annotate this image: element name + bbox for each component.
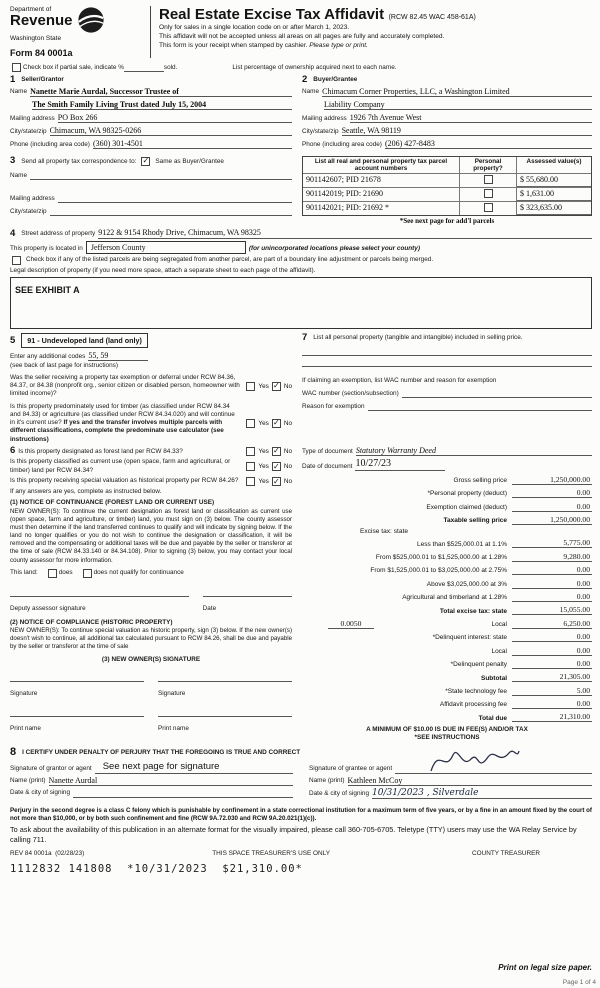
- parcel-col1-header: List all real and personal property tax parcel account numbers: [314, 158, 448, 173]
- grantee-signature-field[interactable]: [395, 760, 592, 774]
- section-1-title: Seller/Grantor: [21, 76, 64, 84]
- signature-label: Signature: [10, 689, 38, 697]
- does-not-label: does not qualify for continuance: [93, 568, 184, 576]
- same-as-buyer-checkbox[interactable]: ✓: [142, 156, 150, 166]
- section-3-intro: Send all property tax correspondence to:: [21, 157, 137, 165]
- grantee-name-print-field[interactable]: Kathleen McCoy: [348, 776, 592, 786]
- type-of-document-label: Type of document: [302, 448, 353, 455]
- grantor-name-print-field[interactable]: Nanette Aurdal: [49, 776, 293, 786]
- new-owner-signature-field-2[interactable]: [158, 668, 292, 682]
- title-rcw-ref: (RCW 82.45 WAC 458-61A): [388, 14, 476, 21]
- seller-mailing-field[interactable]: PO Box 266: [58, 113, 292, 123]
- street-address-field[interactable]: 9122 & 9154 Rhody Drive, Chimacum, WA 98325: [98, 228, 592, 238]
- grantee-signature-label: Signature of grantee or agent: [309, 765, 393, 773]
- s6-q2-no-checkbox[interactable]: ✓: [272, 461, 280, 471]
- agency-block: [10, 6, 142, 58]
- located-in-label: This property is located in: [10, 245, 83, 253]
- section-6-number: 6: [10, 445, 16, 457]
- date-of-document-field[interactable]: 10/27/23: [355, 458, 445, 471]
- seller-name-field-line2[interactable]: The Smith Family Living Trust dated July 15, 2004: [32, 100, 292, 110]
- reason-exemption-field[interactable]: [368, 401, 592, 411]
- partial-sale-sold-label: sold.: [163, 63, 178, 71]
- assessed-value-field[interactable]: $ 323,635.00: [517, 202, 591, 215]
- exemption-note: If claiming an exemption, list WAC number and reason for exemption: [302, 376, 497, 384]
- treasurer-space-label: THIS SPACE TREASURER'S USE ONLY: [212, 850, 330, 858]
- grantee-date-city-label: Date & city of signing: [309, 790, 370, 798]
- wac-number-field[interactable]: [402, 388, 592, 398]
- s5-q1-no-checkbox[interactable]: ✓: [272, 381, 280, 390]
- tax-label: *Delinquent penalty: [450, 661, 507, 669]
- delinquent-interest-local-field[interactable]: 0.00: [512, 646, 592, 656]
- section-7-number: 7: [302, 332, 308, 343]
- parcel-row-3: [303, 202, 591, 215]
- tier3-tax-field[interactable]: 0.00: [512, 565, 592, 575]
- personal-property-line-2[interactable]: [302, 356, 592, 367]
- subtotal-field[interactable]: 21,305.00: [512, 672, 592, 682]
- grantee-date-city-field[interactable]: 10/31/2023 , Silverdale: [372, 788, 592, 799]
- type-or-print-note: Please type or print.: [309, 41, 368, 49]
- tax-label: Subtotal: [481, 674, 507, 682]
- header-note-1: Only for sales in a single location code on or after March 1, 2023.: [159, 24, 350, 31]
- print-name-label: Print name: [158, 724, 189, 732]
- s6-q2-text: Is this property classified as current use (open space, farm and agricultural, or timber) land per RCW 84.34?: [10, 458, 231, 474]
- dor-logo-icon: [77, 6, 105, 34]
- seller-name-field[interactable]: Nanette Marie Aurdal, Successor Trustee of: [30, 87, 292, 97]
- date-of-document-label: Date of document: [302, 462, 353, 470]
- dept-name: Revenue: [10, 12, 73, 30]
- section-5-number: 5: [10, 334, 16, 346]
- buyer-mailing-field[interactable]: 1926 7th Avenue West: [350, 113, 592, 123]
- footer: [10, 806, 596, 986]
- buyer-name-field[interactable]: Chimacum Corner Properties, LLC, a Washington Limited: [322, 87, 592, 97]
- land-does-not-checkbox[interactable]: [83, 569, 92, 578]
- gross-selling-price-field[interactable]: 1,250,000.00: [512, 475, 592, 485]
- grantee-name-print-label: Name (print): [309, 777, 345, 785]
- header: [10, 6, 592, 58]
- s6-q3-no-checkbox[interactable]: ✓: [272, 476, 280, 486]
- s5-q2-no-checkbox[interactable]: ✓: [272, 418, 280, 428]
- legal-description-box[interactable]: [10, 277, 592, 329]
- seller-mailing-label: Mailing address: [10, 114, 55, 122]
- does-label: does: [58, 568, 73, 576]
- seller-name-label: Name: [10, 88, 28, 96]
- county-note: (for unincorporated locations please select your county): [248, 245, 420, 253]
- tax-label: Exemption claimed (deduct): [426, 503, 507, 511]
- assessed-value-field[interactable]: $ 1,631.00: [517, 188, 591, 201]
- corr-csz-label: City/state/zip: [10, 207, 47, 215]
- tax-label: Local: [491, 647, 507, 655]
- personal-property-checkbox[interactable]: [484, 203, 493, 212]
- s6-note: If any answers are yes, complete as instructed below.: [10, 488, 162, 496]
- seller-csz-label: City/state/zip: [10, 127, 47, 135]
- tier4-tax-field[interactable]: 0.00: [512, 579, 592, 589]
- assessed-value-field[interactable]: $ 55,680.00: [517, 174, 591, 187]
- section-5-land-use: [10, 333, 292, 444]
- corr-mailing-field[interactable]: [58, 193, 292, 203]
- section-4-number: 4: [10, 228, 16, 240]
- section-seller: [10, 75, 292, 152]
- land-use-code-field[interactable]: 91 - Undeveloped land (land only): [21, 333, 148, 348]
- affidavit-processing-fee-field[interactable]: 0.00: [512, 699, 592, 709]
- additional-codes-label: Enter any additional codes: [10, 352, 86, 360]
- wac-number-label: WAC number (section/subsection): [302, 389, 399, 397]
- tax-label: Above $3,025,000.00 at 3%: [426, 580, 507, 588]
- continuance-title: (1) NOTICE OF CONTINUANCE (FOREST LAND OR CURRENT USE): [10, 499, 215, 507]
- grantee-signature-scribble: [425, 743, 521, 777]
- deputy-assessor-label: Deputy assessor signature: [10, 604, 86, 612]
- tax-label: Total excise tax: state: [439, 607, 507, 615]
- form-number: Form 84 0001a: [10, 48, 73, 58]
- buyer-name-field-line2[interactable]: Liability Company: [324, 100, 592, 110]
- parcel-row-1: [303, 174, 591, 188]
- corr-mailing-label: Mailing address: [10, 194, 55, 202]
- tax-label: Agricultural and timberland at 1.28%: [402, 594, 507, 602]
- grantor-date-city-label: Date & city of signing: [10, 789, 71, 797]
- no-label: No: [283, 419, 292, 427]
- section-6-classification: 6 Is this property designated as forest land per RCW 84.33? Yes ✓ No Is this property classified as current use (open space, farm and agricultural, or timber) land per RCW 84.34? Yes ✓ No Is this property receiving special valuation as historical property per RCW 84.26? Yes ✓ No If any answers are yes, complete as instructed below. (1) NOTICE OF CONTINUANCE (FOREST LAND OR CURRENT USE) NEW OWNER(S): To continue the current designation as forest land or classification as current use (open space, farm and agriculture, or timber) land, you must sign on (3) below. The county assessor must then determine if the land transferred continues to qualify and will indicate by signing below. If the land no longer qualifies or you do not wish to continue the designation or classification, it will be removed and the compensating or additional taxes will be due and payable by the seller or transferor at the time of sale (RCW 84.33.140 or 84.34.108). Prior to signing (3) below, you may contact your local county assessor for more information. This land: does does not qualify for continuance Deputy assessor signature Date (2) NOTICE OF COMPLIANCE (HISTORIC PROPERTY) NEW OWNER(S): To continue special valuation as historic property, sign (3) below. If the new owner(s) doesn't wish to continue, all additional tax calculated pursuant to RCW 84.26, shall be due and payable by the seller or transferor at the time of sale (3) NEW OWNER(S) SIGNATURE Signature Signature Print name Print name: [10, 445, 292, 732]
- tax-label: *State technology fee: [445, 687, 507, 695]
- treasurer-stamp: 1112832 141808 *10/31/2023 $21,310.00*: [10, 863, 303, 876]
- grantor-signature-field[interactable]: [95, 760, 293, 774]
- deputy-assessor-signature-field[interactable]: [10, 583, 189, 597]
- s5-q2-yes-checkbox[interactable]: [246, 419, 255, 428]
- tax-label: Taxable selling price: [443, 517, 507, 525]
- parcel-table-block: [302, 156, 592, 225]
- deputy-date-label: Date: [202, 604, 217, 612]
- taxable-selling-price-field[interactable]: 1,250,000.00: [512, 515, 592, 525]
- section-7-personal-property: [302, 333, 592, 444]
- corr-name-label: Name: [10, 171, 28, 179]
- parcel-col3-header: Assessed value(s): [526, 158, 582, 166]
- s6-q1-no-checkbox[interactable]: ✓: [272, 446, 280, 456]
- section-8-certification: [10, 747, 592, 802]
- legal-description-label: Legal description of property (if you need more space, attach a separate sheet to each page of the affidavit).: [10, 266, 316, 274]
- total-due-field[interactable]: 21,310.00: [512, 712, 592, 722]
- grantor-signature-label: Signature of grantor or agent: [10, 765, 92, 773]
- parcel-col2-header: Personal property?: [459, 157, 517, 173]
- parcel-number-field[interactable]: 901142019; PID: 21690: [306, 189, 384, 199]
- grantee-signature-block: [309, 760, 592, 802]
- buyer-name-label: Name: [302, 88, 320, 96]
- this-land-label: This land:: [10, 569, 38, 577]
- new-owner-signature-title: (3) NEW OWNER(S) SIGNATURE: [101, 656, 201, 664]
- segregated-checkbox[interactable]: [12, 256, 21, 265]
- exhibit-text: SEE EXHIBIT A: [15, 285, 80, 295]
- s5-q2-bold-text: If yes and the transfer involves multiple parcels with different classifications, complete the predominate use calculator (see instructions): [10, 419, 224, 443]
- buyer-phone-label: Phone (including area code): [302, 141, 382, 149]
- tax-label: Total due: [478, 714, 507, 722]
- tax-label: From $525,000.01 to $1,525,000.00 at 1.28%: [375, 553, 507, 561]
- section-8-number: 8: [10, 745, 17, 758]
- personal-property-deduct-field[interactable]: 0.00: [512, 488, 592, 498]
- corr-csz-field[interactable]: [50, 206, 292, 216]
- partial-sale-label: Check box if partial sale, indicate %: [23, 63, 124, 71]
- buyer-phone-field[interactable]: (206) 427-8483: [385, 139, 592, 149]
- page-indicator: Page 1 of 4: [562, 979, 596, 986]
- tax-label: Local: [491, 620, 507, 628]
- buyer-csz-label: City/state/zip: [302, 127, 339, 135]
- section-3-correspondence: [10, 156, 292, 225]
- signature-label: Signature: [158, 689, 186, 697]
- land-does-checkbox[interactable]: [48, 569, 57, 578]
- seller-phone-field[interactable]: (360) 301-4501: [93, 139, 292, 149]
- tax-label: Less than $525,000.01 at 1.1%: [417, 540, 507, 548]
- section-1-number: 1: [10, 74, 16, 85]
- minimum-due-note: A MINIMUM OF $10.00 IS DUE IN FEE(S) AND/OR TAX: [366, 725, 528, 733]
- section-2-title: Buyer/Grantee: [313, 76, 358, 84]
- addl-parcels-note: *See next page for add'l parcels: [399, 217, 495, 226]
- header-divider: [150, 6, 151, 58]
- wa-state-label: Washington State: [10, 35, 62, 42]
- personal-property-line-1[interactable]: [302, 345, 592, 356]
- s6-q1-text: Is this property designated as forest land per RCW 84.33?: [18, 448, 183, 456]
- total-excise-state-field[interactable]: 15,055.00: [512, 605, 592, 615]
- buyer-csz-field[interactable]: Seattle, WA 98119: [342, 126, 592, 136]
- tax-label: Affidavit processing fee: [439, 701, 507, 709]
- s5-q1-text: Was the seller receiving a property tax exemption or deferral under RCW 84.36, 84.37, or 84.38 (nonprofit org., senior citizen or disabled person, homeowner with limited income)?: [10, 373, 240, 398]
- buyer-mailing-label: Mailing address: [302, 114, 347, 122]
- parcel-number-field[interactable]: 901142607; PID 21678: [306, 175, 381, 185]
- header-note-3: This form is your receipt when stamped by cashier. Please type or print.: [159, 41, 368, 49]
- parcel-table: [302, 156, 592, 216]
- deputy-date-field[interactable]: [203, 583, 292, 597]
- continuance-body: NEW OWNER(S): To continue the current designation as forest land or classification as current use (open space, farm and agriculture, or timber) land, you must sign on (3) below. The county assessor must then determine if the land transferred continues to qualify and will indicate by signing below. If the land no longer qualifies or you do not wish to continue the designation or classification, it will be removed and the compensating or additional taxes will be due and payable by the seller or transferor at the time of sale (RCW 84.33.140 or 84.34.108). Prior to signing (3) below, you may contact your local county assessor for more information.: [10, 507, 292, 564]
- header-note-2: This affidavit will not be accepted unless all areas on all pages are fully and accurately completed.: [159, 32, 445, 40]
- ownership-percentage-note: List percentage of ownership acquired next to each name.: [232, 63, 397, 71]
- delinquent-penalty-field[interactable]: 0.00: [512, 659, 592, 669]
- additional-codes-field[interactable]: 55, 59: [88, 351, 148, 361]
- partial-sale-checkbox[interactable]: [12, 63, 21, 72]
- parcel-row-2: [303, 188, 591, 202]
- tax-label: *Personal property (deduct): [427, 490, 507, 498]
- personal-property-checkbox[interactable]: [484, 175, 493, 184]
- compliance-title: (2) NOTICE OF COMPLIANCE (HISTORIC PROPERTY): [10, 618, 173, 626]
- s7-intro: List all personal property (tangible and intangible) included in selling price.: [313, 334, 523, 342]
- corr-name-field[interactable]: [30, 170, 292, 180]
- excise-tax-state-header: Excise tax: state: [360, 528, 409, 536]
- section-buyer: [302, 75, 592, 152]
- s6-q2-yes-checkbox[interactable]: [246, 462, 255, 471]
- print-name-label: Print name: [10, 724, 41, 732]
- tax-computation-block: [302, 446, 592, 742]
- dept-line: Department of: [10, 6, 52, 13]
- grantor-signature-note: See next page for signature: [102, 760, 220, 772]
- section-3-number: 3: [10, 155, 16, 167]
- perjury-notice: Perjury in the second degree is a class C felony which is punishable by confinement in a state correctional institution for a maximum term of five years, or by a fine in an amount fixed by the court of not more than $10,000, or by both such confinement and fine (RCW 9A.72.030 and RCW 9A.20.021(1)(c)).: [10, 806, 592, 822]
- new-owner-printname-field-1[interactable]: [10, 703, 144, 717]
- county-treasurer-label: COUNTY TREASURER: [472, 850, 540, 858]
- yes-label: Yes: [258, 419, 269, 427]
- exemption-claimed-field[interactable]: 0.00: [512, 502, 592, 512]
- tax-label: *Delinquent interest: state: [432, 634, 507, 642]
- no-label: No: [283, 382, 292, 390]
- legal-size-note: Print on legal size paper.: [498, 963, 592, 972]
- county-select[interactable]: Jefferson County: [86, 241, 246, 254]
- local-tax-field[interactable]: 6,250.00: [512, 619, 592, 629]
- see-instructions-note: *SEE INSTRUCTIONS: [414, 734, 480, 742]
- new-owner-signature-field-1[interactable]: [10, 668, 144, 682]
- reason-exemption-label: Reason for exemption: [302, 402, 365, 410]
- parcel-number-field[interactable]: 901142021; PID: 21692 *: [306, 203, 390, 213]
- tier1-tax-field[interactable]: 5,775.00: [512, 538, 592, 548]
- tax-label: From $1,525,000.01 to $3,025,000.00 at 2.75%: [370, 567, 507, 575]
- partial-sale-percent-field[interactable]: [124, 62, 164, 72]
- local-rate-field[interactable]: 0.0050: [328, 619, 374, 629]
- s5-q1-yes-checkbox[interactable]: [246, 382, 255, 391]
- seller-phone-label: Phone (including area code): [10, 141, 90, 149]
- section-2-number: 2: [302, 74, 308, 85]
- type-of-document-field[interactable]: Statutory Warranty Deed: [356, 446, 592, 456]
- section-4-property: [10, 228, 592, 329]
- tier2-tax-field[interactable]: 9,280.00: [512, 552, 592, 562]
- personal-property-checkbox[interactable]: [484, 189, 493, 198]
- new-owner-printname-field-2[interactable]: [158, 703, 292, 717]
- grantor-date-city-field[interactable]: [73, 788, 293, 798]
- s6-q3-yes-checkbox[interactable]: [246, 477, 255, 486]
- page-title: Real Estate Excise Tax Affidavit: [159, 6, 385, 23]
- s5-q2-text: Is this property predominately used for timber (as classified under RCW 84.34 and 84.33) or agriculture (as classified under RCW 84.34.020) and will continue in it's current use? If yes and the transfer involves multiple parcels with different classifications, complete the predominate use calculator (see instructions): [10, 402, 235, 443]
- yes-label: Yes: [258, 382, 269, 390]
- tax-label: Gross selling price: [453, 477, 507, 485]
- certify-statement: I CERTIFY UNDER PENALTY OF PERJURY THAT THE FOREGOING IS TRUE AND CORRECT: [22, 749, 301, 757]
- state-technology-fee-field[interactable]: 5.00: [512, 686, 592, 696]
- compliance-body: NEW OWNER(S): To continue special valuation as historic property, sign (3) below. If the new owner(s) doesn't wish to continue, all additional tax calculated pursuant to RCW 84.26, shall be due and payable by the seller or transferor at the time of sale: [10, 626, 292, 651]
- title-block: [159, 6, 476, 58]
- segregated-label: Check box if any of the listed parcels are being segregated from another parcel, are part of a boundary line adjustment or parcels being merged.: [26, 256, 434, 264]
- street-address-label: Street address of property: [21, 230, 96, 238]
- rev-form-number: REV 84 0001a (02/28/23): [10, 850, 85, 858]
- grantor-name-print-label: Name (print): [10, 777, 46, 785]
- s6-q1-yes-checkbox[interactable]: [246, 447, 255, 456]
- s6-q3-text: Is this property receiving special valuation as historical property per RCW 84.26?: [10, 477, 239, 485]
- grantor-signature-block: [10, 760, 293, 802]
- alt-format-notice: To ask about the availability of this publication in an alternate format for the visually impaired, please call 360-705-6705. Teletype (TTY) users may use the WA Relay Service by calling 711.: [10, 825, 577, 844]
- see-back-note: (see back of last page for instructions): [10, 362, 118, 370]
- delinquent-interest-state-field[interactable]: 0.00: [512, 632, 592, 642]
- same-as-buyer-label: Same as Buyer/Grantee: [155, 157, 224, 165]
- seller-csz-field[interactable]: Chimacum, WA 98325-0266: [50, 126, 292, 136]
- agricultural-tax-field[interactable]: 0.00: [512, 592, 592, 602]
